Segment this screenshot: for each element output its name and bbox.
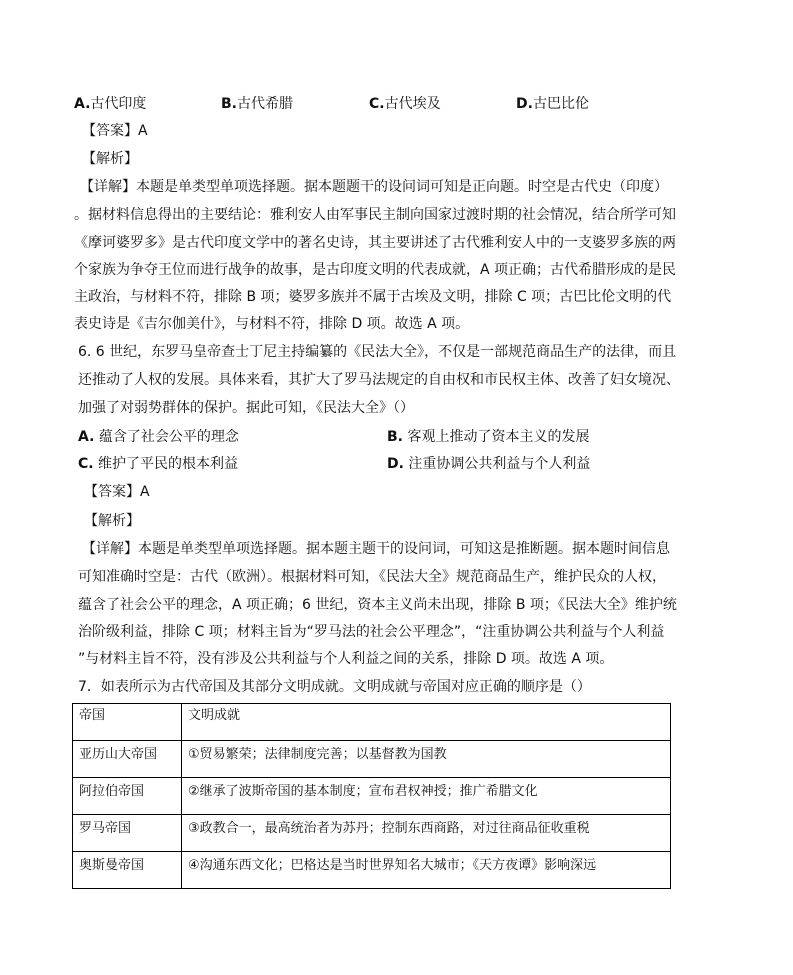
option-letter: D. — [516, 96, 533, 112]
option-letter: D. — [387, 456, 404, 472]
table-row — [73, 815, 671, 852]
option-letter: A. — [78, 429, 95, 445]
q5-option-d — [516, 93, 589, 113]
option-text: 注重协调公共利益与个人利益 — [408, 456, 591, 472]
option-text: 客观上推动了资本主义的发展 — [407, 429, 590, 445]
option-text: 古代印度 — [90, 96, 147, 112]
table-cell-empire: 奥斯曼帝国 — [73, 852, 182, 889]
table-row — [73, 778, 671, 815]
q5-detail-line-4: 个家族为争夺王位而进行战争的故事，是古印度文明的代表成就，A 项正确；古代希腊形成的是民 — [74, 262, 677, 278]
q6-answer — [84, 481, 150, 503]
table-cell-achievement: ②继承了波斯帝国的基本制度；宣布君权神授；推广希腊文化 — [182, 778, 671, 815]
q6-option-d — [387, 453, 590, 475]
table-cell-achievement: ④沟通东西文化；巴格达是当时世界知名大城市；《天方夜谭》影响深远 — [182, 852, 671, 889]
table-cell-empire: 罗马帝国 — [73, 815, 182, 852]
option-text: 古代埃及 — [384, 96, 441, 112]
q5-detail-line-6: 表史诗是《吉尔伽美什》，与材料不符，排除 D 项。故选 A 项。 — [74, 316, 470, 332]
table-header-cell: 帝国 — [73, 704, 182, 741]
option-letter: C. — [369, 96, 385, 112]
q7-stem: 7．如表所示为古代帝国及其部分文明成就。文明成就与帝国对应正确的顺序是（） — [78, 679, 591, 695]
detail-label: 【详解】 — [80, 179, 136, 195]
table-cell-achievement: ①贸易繁荣；法律制度完善；以基督教为国教 — [182, 741, 671, 778]
detail-text: 本题是单类型单项选择题。据本题主题干的设问词，可知这是推断题。据本题时间信息 — [138, 541, 670, 557]
answer-value: A — [140, 484, 150, 500]
q6-option-b — [387, 426, 589, 448]
table-row — [73, 852, 671, 889]
q6-stem-line-1: 6. 6 世纪，东罗马皇帝查士丁尼主持编纂的《民法大全》，不仅是一部规范商品生产的法律，而且 — [78, 344, 677, 360]
table-row — [73, 741, 671, 778]
table-cell-achievement: ③政教合一，最高统治者为苏丹；控制东西商路，对过往商品征收重税 — [182, 815, 671, 852]
table-cell-empire: 阿拉伯帝国 — [73, 778, 182, 815]
option-letter: B. — [387, 429, 403, 445]
q5-detail-line-3: 《摩诃婆罗多》是古代印度文学中的著名史诗，其主要讲述了古代雅利安人中的一支婆罗多族的两 — [74, 235, 676, 251]
table-header-row — [73, 704, 671, 741]
option-letter: A. — [74, 96, 91, 112]
q5-option-c — [369, 93, 441, 113]
q6-option-a — [78, 426, 239, 448]
option-text: 维护了平民的根本利益 — [98, 456, 239, 472]
table-cell-empire: 亚历山大帝国 — [73, 741, 182, 778]
answer-label: 【答案】 — [84, 484, 140, 500]
q6-stem-line-2: 还推动了人权的发展。具体来看，其扩大了罗马法规定的自由权和市民权主体、改善了妇女境况、 — [78, 372, 680, 388]
q6-detail-line-2: 可知准确时空是：古代（欧洲）。根据材料可知，《民法大全》规范商品生产，维护民众的人权， — [78, 569, 666, 585]
answer-value: A — [138, 123, 148, 139]
q5-detail-line-5: 主政治，与材料不符，排除 B 项；婆罗多族并不属于古埃及文明，排除 C 项；古巴比伦文明的代 — [74, 289, 672, 305]
option-text: 古代希腊 — [237, 96, 293, 112]
q5-detail-line-1 — [80, 176, 668, 198]
option-text: 古巴比伦 — [532, 96, 589, 112]
option-letter: C. — [78, 456, 94, 472]
q5-detail-line-2: 。据材料信息得出的主要结论：雅利安人由军事民主制向国家过渡时期的社会情况，结合所学可知 — [74, 207, 676, 223]
answer-label: 【答案】 — [82, 123, 138, 139]
q6-option-c — [78, 453, 238, 475]
q6-stem-line-3: 加强了对弱势群体的保护。据此可知，《民法大全》（） — [78, 400, 414, 416]
q6-analysis-label: 【解析】 — [84, 513, 140, 529]
q6-detail-line-3: 蕴含了社会公平的理念，A 项正确；6 世纪，资本主义尚未出现，排除 B 项；《民法大全》维护统 — [78, 597, 677, 613]
q5-option-a — [74, 93, 146, 113]
q5-analysis-label: 【解析】 — [82, 151, 138, 167]
table-header-cell: 文明成就 — [182, 704, 671, 741]
empire-achievement-table — [72, 703, 671, 889]
q6-detail-line-4: 治阶级利益，排除 C 项；材料主旨为“罗马法的社会公平理念”，“注重协调公共利益与个人利益 — [78, 624, 665, 640]
q5-answer — [82, 120, 148, 142]
q6-detail-line-5: ”与材料主旨不符，没有涉及公共利益与个人利益之间的关系，排除 D 项。故选 A 项。 — [78, 651, 614, 667]
q6-detail-line-1 — [82, 538, 670, 560]
option-letter: B. — [221, 96, 237, 112]
detail-text: 本题是单类型单项选择题。据本题题干的设问词可知是正向题。时空是古代史（印度） — [136, 179, 668, 195]
detail-label: 【详解】 — [82, 541, 138, 557]
q5-option-b — [221, 93, 293, 113]
option-text: 蕴含了社会公平的理念 — [98, 429, 239, 445]
